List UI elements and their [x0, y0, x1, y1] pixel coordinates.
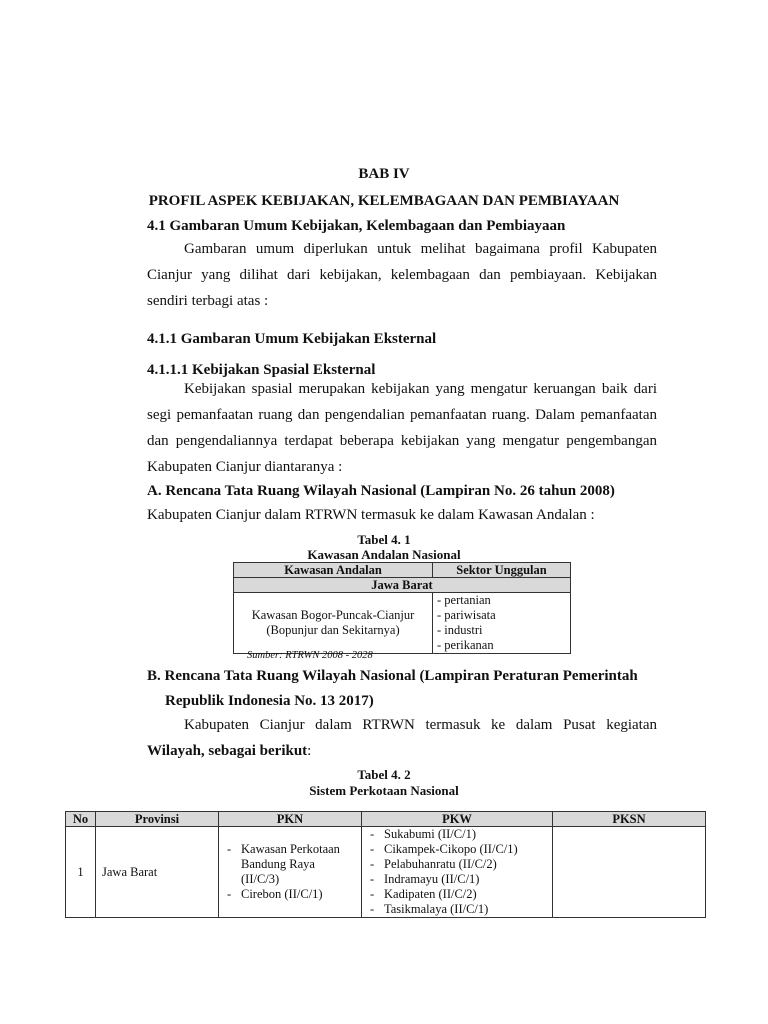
- table1-caption-title: Kawasan Andalan Nasional: [307, 547, 461, 562]
- chapter-title: PROFIL ASPEK KEBIJAKAN, KELEMBAGAAN DAN PEMBIAYAAN: [148, 193, 620, 209]
- heading-a: A. Rencana Tata Ruang Wilayah Nasional (Lampiran No. 26 tahun 2008): [147, 483, 615, 499]
- table2-header-no: No: [66, 812, 96, 827]
- section-4-1-1-1-paragraph: Kebijakan spasial merupakan kebijakan yang mengatur keruangan baik dari segi pemanfaatan ruang dan pengendalian pemanfaatan ruang. Dalam pemanfaatan dan pengendaliannya terdapat beberapa kebijakan yang mengatur pengembangan Kabupaten Cianjur diantaranya :: [147, 381, 657, 475]
- section-4-1-heading: 4.1 Gambaran Umum Kebijakan, Kelembagaan dan Pembiayaan: [147, 218, 566, 234]
- list-item: - Pelabuhanratu (II/C/2): [368, 857, 546, 872]
- list-item: - pariwisata: [437, 608, 496, 622]
- list-item: - Tasikmalaya (II/C/1): [368, 902, 546, 917]
- paragraph-b-colon: :: [307, 743, 312, 759]
- table1-kawasan-name: Kawasan Bogor-Puncak-Cianjur: [251, 608, 415, 622]
- table1-caption-number: Tabel 4. 1: [357, 532, 411, 547]
- section-4-1-1-heading: 4.1.1 Gambaran Umum Kebijakan Eksternal: [147, 331, 437, 347]
- table2-cell-pkw: [362, 827, 553, 918]
- paragraph-b-line2: [147, 743, 311, 760]
- list-item: - Kawasan Perkotaan Bandung Raya (II/C/3): [225, 842, 355, 887]
- list-item: - pertanian: [437, 593, 491, 607]
- chapter-number: BAB IV: [358, 166, 410, 182]
- table1-kawasan-note: (Bopunjur dan Sekitarnya): [266, 623, 400, 637]
- table2-header-pksn: PKSN: [553, 812, 706, 827]
- table2-cell-pksn: [553, 827, 706, 918]
- table-row: [234, 593, 571, 654]
- section-4-1-1-1-heading: 4.1.1.1 Kebijakan Spasial Eksternal: [147, 362, 376, 378]
- table2-header-pkn: PKN: [219, 812, 362, 827]
- table1-kawasan-cell: [234, 593, 433, 654]
- paragraph-b-bold: Wilayah, sebagai berikut: [147, 743, 308, 759]
- table1-sektor-cell: [433, 593, 571, 654]
- list-item: - Indramayu (II/C/1): [368, 872, 546, 887]
- table2-header-pkw: PKW: [362, 812, 553, 827]
- table2-header-provinsi: Provinsi: [96, 812, 219, 827]
- table2-cell-pkn: [219, 827, 362, 918]
- heading-b-line1: B. Rencana Tata Ruang Wilayah Nasional (Lampiran Peraturan Pemerintah: [147, 668, 638, 684]
- list-item: - Cikampek-Cikopo (II/C/1): [368, 842, 546, 857]
- table-row: [66, 827, 706, 918]
- list-item: - Sukabumi (II/C/1): [368, 827, 546, 842]
- table2-cell-provinsi: Jawa Barat: [96, 827, 219, 918]
- table1-group-row: Jawa Barat: [234, 578, 571, 593]
- list-item: - industri: [437, 623, 483, 637]
- table-sistem-perkotaan: [65, 811, 706, 918]
- heading-b-line2: Republik Indonesia No. 13 2017): [165, 693, 374, 709]
- section-4-1-paragraph: Gambaran umum diperlukan untuk melihat bagaimana profil Kabupaten Cianjur yang dilihat dari kebijakan, kelembagaan dan pembiayaan. Kebijakan sendiri terbagi atas :: [147, 241, 657, 309]
- table1-header-kawasan: Kawasan Andalan: [234, 563, 433, 578]
- list-item: - perikanan: [437, 638, 494, 652]
- table-kawasan-andalan: [233, 562, 571, 654]
- paragraph-b-line1: Kabupaten Cianjur dalam RTRWN termasuk ke dalam Pusat kegiatan: [184, 717, 657, 733]
- table2-caption-number: Tabel 4. 2: [357, 767, 411, 782]
- list-item: - Kadipaten (II/C/2): [368, 887, 546, 902]
- table1-header-sektor: Sektor Unggulan: [433, 563, 571, 578]
- paragraph-a: Kabupaten Cianjur dalam RTRWN termasuk ke dalam Kawasan Andalan :: [147, 507, 595, 523]
- table2-cell-no: 1: [66, 827, 96, 918]
- table1-source: Sumber: RTRWN 2008 - 2028: [247, 650, 373, 661]
- list-item: - Cirebon (II/C/1): [225, 887, 355, 902]
- table2-caption-title: Sistem Perkotaan Nasional: [309, 783, 459, 798]
